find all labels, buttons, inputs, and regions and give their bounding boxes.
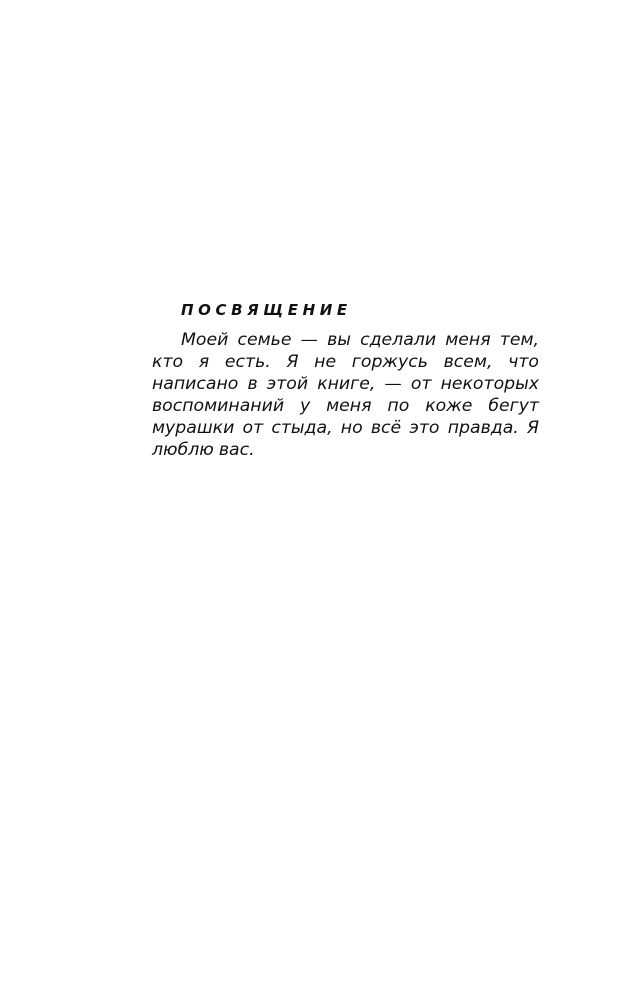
dedication-text: Моей семье — вы сделали меня тем, кто я есть. Я не горжусь всем, что написано в этой книге, — от некоторых воспоминаний у меня по коже бегут мурашки от стыда, но всё это правда. Я люблю вас. <box>152 330 539 460</box>
dedication-section <box>152 300 539 461</box>
dedication-heading: ПОСВЯЩЕНИЕ <box>181 301 352 319</box>
